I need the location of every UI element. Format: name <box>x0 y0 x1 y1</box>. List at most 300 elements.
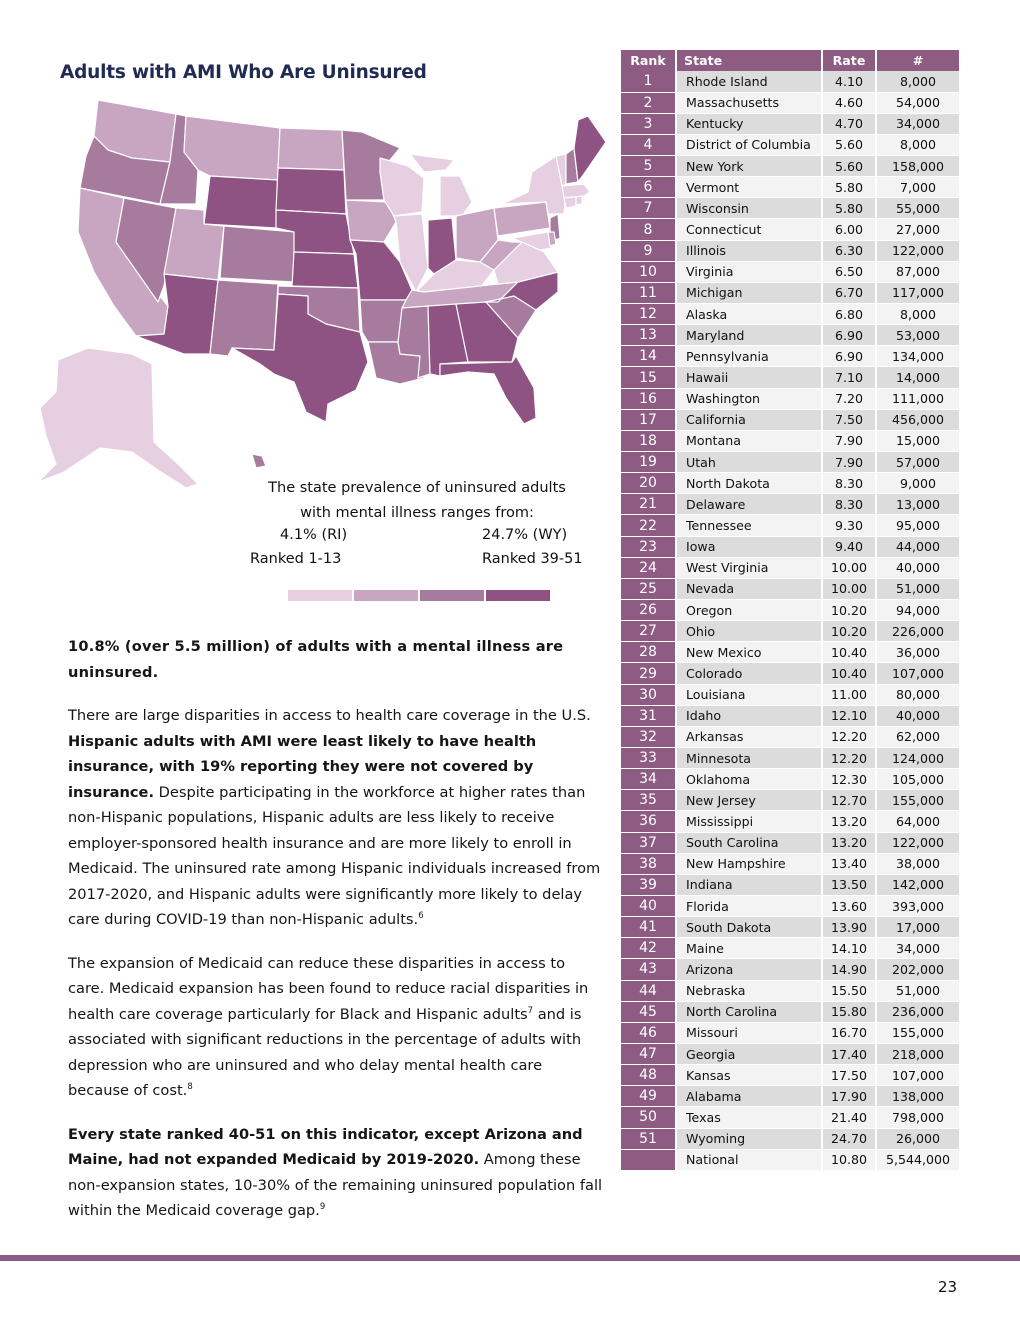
cell-count: 456,000 <box>876 409 959 430</box>
cell-state: Wyoming <box>676 1128 822 1149</box>
table-row <box>621 113 959 134</box>
cell-count: 218,000 <box>876 1043 959 1064</box>
legend-color-scale <box>288 590 550 601</box>
table-row <box>621 1107 959 1128</box>
cell-rank: 25 <box>621 578 676 599</box>
cell-state: Florida <box>676 895 822 916</box>
cell-rank: 19 <box>621 452 676 473</box>
cell-count: 40,000 <box>876 557 959 578</box>
table-row <box>621 92 959 113</box>
cell-rank: 41 <box>621 917 676 938</box>
cell-rank: 36 <box>621 811 676 832</box>
cell-state: New Mexico <box>676 642 822 663</box>
state-nd <box>278 128 344 170</box>
page-number: 23 <box>938 1278 958 1296</box>
cell-rate: 7.90 <box>822 452 876 473</box>
table-row <box>621 71 959 92</box>
cell-state: Utah <box>676 452 822 473</box>
table-row <box>621 748 959 769</box>
us-map-svg <box>28 92 608 512</box>
cell-count: 26,000 <box>876 1128 959 1149</box>
cell-rate: 5.60 <box>822 156 876 177</box>
legend-max-value: 24.7% (WY) <box>482 527 568 543</box>
cell-state: National <box>676 1149 822 1170</box>
cell-rate: 12.10 <box>822 705 876 726</box>
cell-rank: 44 <box>621 980 676 1001</box>
state-pa <box>494 202 550 236</box>
body-text <box>68 634 603 1242</box>
cell-rank: 28 <box>621 642 676 663</box>
cell-count: 55,000 <box>876 198 959 219</box>
cell-state: West Virginia <box>676 557 822 578</box>
cell-rate: 10.20 <box>822 621 876 642</box>
cell-count: 64,000 <box>876 811 959 832</box>
cell-rate: 17.90 <box>822 1086 876 1107</box>
cell-rate: 24.70 <box>822 1128 876 1149</box>
cell-rank: 34 <box>621 769 676 790</box>
cell-count: 14,000 <box>876 367 959 388</box>
paragraph-expansion: Every state ranked 40-51 on this indicator, except Arizona and Maine, had not expanded Medicaid by 2019-2020. Among these non-expansion states, 10-30% of the remaining uninsured population fall within the Medicaid coverage gap.$^9$ <box>68 1125 603 1219</box>
cell-state: New Jersey <box>676 790 822 811</box>
cell-rate: 12.30 <box>822 769 876 790</box>
cell-rank: 8 <box>621 219 676 240</box>
cell-rank: 38 <box>621 853 676 874</box>
cell-state: Mississippi <box>676 811 822 832</box>
table-row <box>621 261 959 282</box>
cell-rank: 32 <box>621 726 676 747</box>
state-nm <box>210 280 278 356</box>
cell-rank: 48 <box>621 1065 676 1086</box>
table-row <box>621 346 959 367</box>
cell-count: 34,000 <box>876 938 959 959</box>
footnote-ref: 9 <box>319 1202 326 1213</box>
cell-state: Kansas <box>676 1065 822 1086</box>
cell-state: Nevada <box>676 578 822 599</box>
cell-rank: 51 <box>621 1128 676 1149</box>
cell-state: Minnesota <box>676 748 822 769</box>
cell-count: 142,000 <box>876 874 959 895</box>
cell-rank: 40 <box>621 895 676 916</box>
cell-rank: 37 <box>621 832 676 853</box>
cell-rate: 12.20 <box>822 726 876 747</box>
cell-rate: 13.20 <box>822 811 876 832</box>
cell-state: Colorado <box>676 663 822 684</box>
table-row <box>621 938 959 959</box>
footer-rule <box>0 1255 1020 1261</box>
cell-rate: 13.20 <box>822 832 876 853</box>
cell-count: 13,000 <box>876 494 959 515</box>
cell-rank: 21 <box>621 494 676 515</box>
legend-min-value: 4.1% (RI) <box>280 527 348 543</box>
cell-state: Iowa <box>676 536 822 557</box>
table-row <box>621 980 959 1001</box>
cell-state: Missouri <box>676 1022 822 1043</box>
cell-state: Michigan <box>676 282 822 303</box>
cell-rate: 10.00 <box>822 578 876 599</box>
state-ak <box>38 348 198 488</box>
footnote-ref: 6 <box>418 911 424 922</box>
cell-count: 7,000 <box>876 177 959 198</box>
cell-count: 158,000 <box>876 156 959 177</box>
cell-count: 51,000 <box>876 980 959 1001</box>
table-row <box>621 917 959 938</box>
table-row <box>621 219 959 240</box>
us-choropleth-map <box>28 92 608 512</box>
cell-rate: 6.50 <box>822 261 876 282</box>
cell-rank: 10 <box>621 261 676 282</box>
cell-count: 17,000 <box>876 917 959 938</box>
table-row <box>621 663 959 684</box>
cell-state: Alabama <box>676 1086 822 1107</box>
cell-rate: 7.50 <box>822 409 876 430</box>
cell-rank: 35 <box>621 790 676 811</box>
cell-count: 134,000 <box>876 346 959 367</box>
cell-rank: 31 <box>621 705 676 726</box>
state-ri <box>576 196 582 205</box>
cell-rate: 15.80 <box>822 1001 876 1022</box>
cell-state: Massachusetts <box>676 92 822 113</box>
cell-count: 38,000 <box>876 853 959 874</box>
cell-count: 57,000 <box>876 452 959 473</box>
cell-rank: 12 <box>621 304 676 325</box>
paragraph-disparities: There are large disparities in access to health care coverage in the U.S. Hispanic adults with AMI were least likely to have health insurance, with 19% reporting they were not covered by insurance. Despite participating in the workforce at higher rates than non-Hispanic populations, Hispanic adults are less likely to receive employer-sponsored health insurance and are more likely to enroll in Medicaid. The uninsured rate among Hispanic individuals increased from 2017-2020, and Hispanic adults were significantly more likely to delay care during COVID-19 than non-Hispanic adults.$^6$ <box>68 707 601 928</box>
cell-state: Virginia <box>676 261 822 282</box>
table-row <box>621 853 959 874</box>
cell-rank: 20 <box>621 473 676 494</box>
lead-statement: 10.8% (over 5.5 million) of adults with a mental illness are uninsured. <box>68 638 564 681</box>
cell-state: South Carolina <box>676 832 822 853</box>
cell-rank: 43 <box>621 959 676 980</box>
table-row <box>621 1043 959 1064</box>
cell-rank: 3 <box>621 113 676 134</box>
table-row <box>621 959 959 980</box>
cell-count: 155,000 <box>876 790 959 811</box>
cell-rank: 30 <box>621 684 676 705</box>
state-me <box>574 116 606 182</box>
cell-rank: 46 <box>621 1022 676 1043</box>
cell-rate: 13.50 <box>822 874 876 895</box>
cell-count: 80,000 <box>876 684 959 705</box>
cell-count: 34,000 <box>876 113 959 134</box>
cell-state: Idaho <box>676 705 822 726</box>
table-row <box>621 515 959 536</box>
cell-rank: 47 <box>621 1043 676 1064</box>
table-row <box>621 578 959 599</box>
cell-rate: 10.40 <box>822 642 876 663</box>
header-rank: Rank <box>621 50 676 71</box>
cell-state: Hawaii <box>676 367 822 388</box>
cell-rate: 16.70 <box>822 1022 876 1043</box>
cell-rate: 10.80 <box>822 1149 876 1170</box>
cell-rank: 13 <box>621 325 676 346</box>
cell-state: Arizona <box>676 959 822 980</box>
map-legend <box>250 476 584 578</box>
cell-rate: 15.50 <box>822 980 876 1001</box>
cell-rate: 4.70 <box>822 113 876 134</box>
state-ma <box>562 184 590 198</box>
cell-count: 8,000 <box>876 304 959 325</box>
legend-swatch-2 <box>354 590 418 601</box>
cell-count: 53,000 <box>876 325 959 346</box>
cell-state: Washington <box>676 388 822 409</box>
cell-rank: 18 <box>621 430 676 451</box>
cell-count: 122,000 <box>876 240 959 261</box>
table-row <box>621 388 959 409</box>
state-hi <box>252 454 266 468</box>
cell-rate: 6.90 <box>822 325 876 346</box>
table-row <box>621 790 959 811</box>
table-row <box>621 557 959 578</box>
cell-rate: 13.40 <box>822 853 876 874</box>
cell-rate: 5.80 <box>822 198 876 219</box>
cell-rank: 2 <box>621 92 676 113</box>
cell-rank: 9 <box>621 240 676 261</box>
cell-count: 36,000 <box>876 642 959 663</box>
cell-rank: 39 <box>621 874 676 895</box>
cell-rank: 4 <box>621 134 676 155</box>
cell-state: Connecticut <box>676 219 822 240</box>
legend-swatch-1 <box>288 590 352 601</box>
cell-rate: 10.00 <box>822 557 876 578</box>
table-row <box>621 452 959 473</box>
cell-rank: 27 <box>621 621 676 642</box>
cell-rate: 14.90 <box>822 959 876 980</box>
cell-state: Alaska <box>676 304 822 325</box>
cell-rate: 14.10 <box>822 938 876 959</box>
cell-state: Oklahoma <box>676 769 822 790</box>
cell-rate: 6.00 <box>822 219 876 240</box>
cell-count: 105,000 <box>876 769 959 790</box>
cell-rate: 12.20 <box>822 748 876 769</box>
cell-rate: 13.60 <box>822 895 876 916</box>
cell-count: 87,000 <box>876 261 959 282</box>
cell-rate: 5.80 <box>822 177 876 198</box>
table-row <box>621 769 959 790</box>
cell-count: 111,000 <box>876 388 959 409</box>
cell-rate: 12.70 <box>822 790 876 811</box>
table-header-row <box>621 50 959 71</box>
cell-count: 27,000 <box>876 219 959 240</box>
table-row <box>621 705 959 726</box>
table-row <box>621 536 959 557</box>
cell-state: District of Columbia <box>676 134 822 155</box>
cell-rank: 29 <box>621 663 676 684</box>
cell-rate: 7.20 <box>822 388 876 409</box>
cell-rate: 17.40 <box>822 1043 876 1064</box>
header-state: State <box>676 50 822 71</box>
cell-state: California <box>676 409 822 430</box>
table-row <box>621 726 959 747</box>
legend-rank-high: Ranked 39-51 <box>482 551 583 567</box>
cell-rate: 4.10 <box>822 71 876 92</box>
cell-count: 117,000 <box>876 282 959 303</box>
cell-state: Tennessee <box>676 515 822 536</box>
cell-rank: 26 <box>621 600 676 621</box>
cell-state: Illinois <box>676 240 822 261</box>
map-title: Adults with AMI Who Are Uninsured <box>60 62 427 83</box>
table-row <box>621 282 959 303</box>
cell-count: 124,000 <box>876 748 959 769</box>
cell-state: Maryland <box>676 325 822 346</box>
cell-count: 8,000 <box>876 71 959 92</box>
cell-rank: 49 <box>621 1086 676 1107</box>
cell-count: 798,000 <box>876 1107 959 1128</box>
cell-count: 44,000 <box>876 536 959 557</box>
cell-rate: 10.40 <box>822 663 876 684</box>
table-row <box>621 1065 959 1086</box>
cell-state: Indiana <box>676 874 822 895</box>
table-row <box>621 409 959 430</box>
table-row <box>621 1149 959 1170</box>
state-mt <box>184 116 280 180</box>
cell-count: 236,000 <box>876 1001 959 1022</box>
cell-state: Ohio <box>676 621 822 642</box>
table-row <box>621 895 959 916</box>
table-row <box>621 600 959 621</box>
cell-rate: 7.90 <box>822 430 876 451</box>
cell-count: 393,000 <box>876 895 959 916</box>
cell-count: 8,000 <box>876 134 959 155</box>
cell-rate: 11.00 <box>822 684 876 705</box>
state-de <box>548 232 556 246</box>
cell-rate: 4.60 <box>822 92 876 113</box>
state-fl <box>440 356 536 424</box>
table-row <box>621 198 959 219</box>
cell-state: Louisiana <box>676 684 822 705</box>
cell-state: Rhode Island <box>676 71 822 92</box>
cell-rank: 16 <box>621 388 676 409</box>
table-row <box>621 240 959 261</box>
cell-rate: 6.70 <box>822 282 876 303</box>
cell-state: Kentucky <box>676 113 822 134</box>
table-row <box>621 832 959 853</box>
table-row <box>621 134 959 155</box>
cell-rank: 15 <box>621 367 676 388</box>
cell-rate: 6.80 <box>822 304 876 325</box>
cell-count: 62,000 <box>876 726 959 747</box>
cell-state: New York <box>676 156 822 177</box>
cell-rank: 5 <box>621 156 676 177</box>
cell-state: North Dakota <box>676 473 822 494</box>
cell-state: New Hampshire <box>676 853 822 874</box>
cell-count: 202,000 <box>876 959 959 980</box>
cell-rate: 6.90 <box>822 346 876 367</box>
cell-count: 155,000 <box>876 1022 959 1043</box>
cell-count: 5,544,000 <box>876 1149 959 1170</box>
cell-count: 51,000 <box>876 578 959 599</box>
cell-count: 107,000 <box>876 663 959 684</box>
legend-line-2: with mental illness ranges from: <box>300 505 534 521</box>
cell-rank: 33 <box>621 748 676 769</box>
cell-rate: 10.20 <box>822 600 876 621</box>
table-row <box>621 156 959 177</box>
cell-rank: 17 <box>621 409 676 430</box>
cell-state: Arkansas <box>676 726 822 747</box>
cell-rate: 13.90 <box>822 917 876 938</box>
cell-count: 107,000 <box>876 1065 959 1086</box>
cell-rank <box>621 1149 676 1170</box>
table-row <box>621 430 959 451</box>
cell-rate: 17.50 <box>822 1065 876 1086</box>
cell-rank: 23 <box>621 536 676 557</box>
cell-rank: 11 <box>621 282 676 303</box>
table-row <box>621 1086 959 1107</box>
table-row <box>621 494 959 515</box>
cell-state: Wisconsin <box>676 198 822 219</box>
table-row <box>621 874 959 895</box>
table-row <box>621 1128 959 1149</box>
cell-rank: 45 <box>621 1001 676 1022</box>
cell-rate: 21.40 <box>822 1107 876 1128</box>
header-count: # <box>876 50 959 71</box>
table-row <box>621 473 959 494</box>
state-sd <box>276 168 346 214</box>
cell-rate: 5.60 <box>822 134 876 155</box>
cell-count: 138,000 <box>876 1086 959 1107</box>
legend-swatch-3 <box>420 590 484 601</box>
cell-rate: 9.30 <box>822 515 876 536</box>
table-row <box>621 325 959 346</box>
cell-count: 122,000 <box>876 832 959 853</box>
cell-state: Maine <box>676 938 822 959</box>
table-body <box>621 71 959 1170</box>
state-ranking-table <box>621 50 959 1171</box>
cell-rate: 8.30 <box>822 473 876 494</box>
cell-state: North Carolina <box>676 1001 822 1022</box>
cell-state: Oregon <box>676 600 822 621</box>
footnote-ref: 8 <box>187 1082 193 1093</box>
table-row <box>621 642 959 663</box>
table-row <box>621 1022 959 1043</box>
cell-count: 15,000 <box>876 430 959 451</box>
state-co <box>220 226 296 282</box>
cell-state: Georgia <box>676 1043 822 1064</box>
cell-state: Delaware <box>676 494 822 515</box>
cell-state: Texas <box>676 1107 822 1128</box>
footnote-ref: 7 <box>527 1005 534 1016</box>
table-row <box>621 811 959 832</box>
table-row <box>621 367 959 388</box>
cell-rank: 42 <box>621 938 676 959</box>
legend-line-1: The state prevalence of uninsured adults <box>268 480 566 496</box>
cell-rank: 50 <box>621 1107 676 1128</box>
cell-rate: 8.30 <box>822 494 876 515</box>
cell-rank: 22 <box>621 515 676 536</box>
cell-rate: 7.10 <box>822 367 876 388</box>
cell-rank: 24 <box>621 557 676 578</box>
cell-rank: 7 <box>621 198 676 219</box>
cell-rank: 1 <box>621 71 676 92</box>
legend-swatch-4 <box>486 590 550 601</box>
paragraph-medicaid: The expansion of Medicaid can reduce these disparities in access to care. Medicaid expansion has been found to reduce racial disparities in health care coverage particularly for Black and Hispanic adults$^7$ and is associated with significant reductions in the percentage of adults with depression who are uninsured and who delay mental health care because of cost.$^8$ <box>68 954 589 1099</box>
legend-rank-low: Ranked 1-13 <box>250 551 342 567</box>
cell-state: South Dakota <box>676 917 822 938</box>
cell-rate: 6.30 <box>822 240 876 261</box>
cell-state: Montana <box>676 430 822 451</box>
cell-count: 54,000 <box>876 92 959 113</box>
table-row <box>621 304 959 325</box>
state-ks <box>292 252 358 288</box>
table-row <box>621 1001 959 1022</box>
cell-state: Nebraska <box>676 980 822 1001</box>
cell-count: 226,000 <box>876 621 959 642</box>
cell-rate: 9.40 <box>822 536 876 557</box>
state-wy <box>204 176 278 228</box>
cell-rank: 14 <box>621 346 676 367</box>
cell-state: Vermont <box>676 177 822 198</box>
cell-count: 95,000 <box>876 515 959 536</box>
table-row <box>621 177 959 198</box>
